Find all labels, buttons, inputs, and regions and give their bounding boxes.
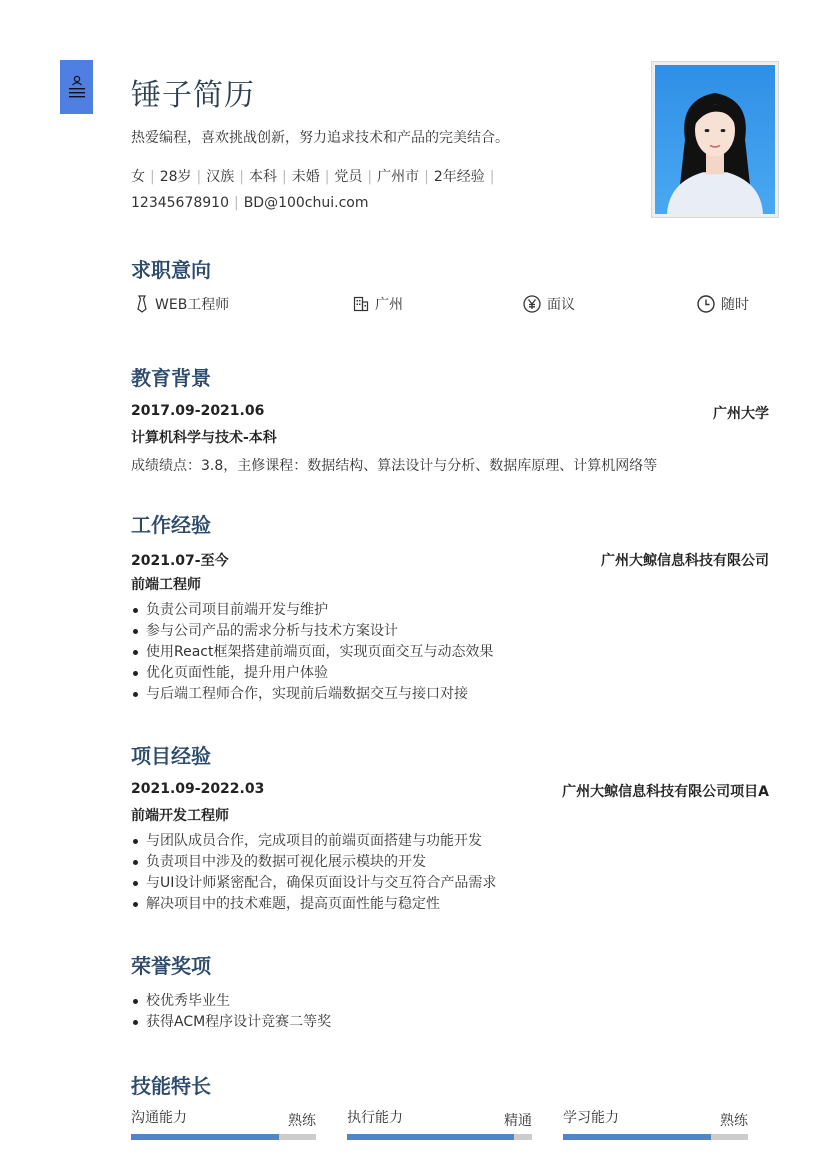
intent-availability xyxy=(697,291,749,317)
building-icon xyxy=(353,296,369,312)
yen-icon xyxy=(523,295,541,313)
skill-bar-fill xyxy=(347,1134,514,1140)
work-role: 前端工程师 xyxy=(131,577,201,593)
separator: | xyxy=(367,169,373,185)
separator: | xyxy=(233,195,239,211)
honors-title: 荣誉奖项 xyxy=(131,954,211,978)
intent-position xyxy=(135,291,229,317)
list-item: 解决项目中的技术难题，提高页面性能与稳定性 xyxy=(131,894,769,915)
education-description: 成绩绩点：3.8，主修课程：数据结构、算法设计与分析、数据库原理、计算机网络等 xyxy=(131,458,658,474)
skill-name: 学习能力 xyxy=(563,1110,619,1126)
basic-info xyxy=(131,164,601,216)
skill-level: 精通 xyxy=(504,1113,532,1129)
intent-row xyxy=(131,291,751,317)
education-section xyxy=(131,362,769,475)
work-section xyxy=(131,509,769,705)
basic-info-item: 女 xyxy=(131,169,145,185)
skill-item xyxy=(563,1107,748,1140)
basic-info-item: 12345678910 xyxy=(131,195,229,211)
skill-item xyxy=(131,1107,316,1140)
separator: | xyxy=(196,169,202,185)
work-duties xyxy=(131,600,769,705)
work-period: 2021.07-至今 xyxy=(131,553,229,569)
project-period: 2021.09-2022.03 xyxy=(131,781,265,797)
project-name: 广州大鲸信息科技有限公司项目A xyxy=(562,784,769,800)
project-title: 项目经验 xyxy=(131,744,211,768)
education-school: 广州大学 xyxy=(713,406,769,422)
tie-icon xyxy=(135,295,149,313)
basic-info-item: 党员 xyxy=(334,169,363,185)
basic-info-item: 汉族 xyxy=(206,169,235,185)
basic-info-item: BD@100chui.com xyxy=(243,195,369,211)
basic-info-item: 广州市 xyxy=(377,169,420,185)
skill-bar xyxy=(131,1134,316,1140)
project-role: 前端开发工程师 xyxy=(131,808,229,824)
skill-level: 熟练 xyxy=(720,1113,748,1129)
basic-info-item: 未婚 xyxy=(291,169,320,185)
list-item: 参与公司产品的需求分析与技术方案设计 xyxy=(131,621,769,642)
separator: | xyxy=(239,169,244,185)
list-item: 使用React框架搭建前端页面，实现页面交互与动态效果 xyxy=(131,642,769,663)
intent-salary-text: 面议 xyxy=(547,297,575,313)
list-item: 优化页面性能，提升用户体验 xyxy=(131,663,769,684)
project-section xyxy=(131,740,769,915)
skills-title: 技能特长 xyxy=(131,1074,211,1098)
education-major: 计算机科学与技术-本科 xyxy=(131,430,277,446)
project-header xyxy=(131,781,769,801)
basic-info-item: 本科 xyxy=(248,169,277,185)
user-list-icon xyxy=(68,73,86,101)
intent-availability-text: 随时 xyxy=(721,297,749,313)
skill-name: 沟通能力 xyxy=(131,1110,187,1126)
intent-salary xyxy=(523,291,575,317)
list-item: 负责公司项目前端开发与维护 xyxy=(131,600,769,621)
education-title: 教育背景 xyxy=(131,366,211,390)
work-header xyxy=(131,550,769,570)
project-duties xyxy=(131,831,769,915)
skill-item xyxy=(347,1107,532,1140)
skills-list xyxy=(131,1107,771,1147)
skill-bar xyxy=(563,1134,748,1140)
education-header xyxy=(131,403,769,423)
honors-list xyxy=(131,991,769,1033)
resume-motto: 热爱编程，喜欢挑战创新，努力追求技术和产品的完美结合。 xyxy=(131,130,509,146)
education-period: 2017.09-2021.06 xyxy=(131,403,265,419)
list-item: 获得ACM程序设计竞赛二等奖 xyxy=(131,1012,769,1033)
work-company: 广州大鲸信息科技有限公司 xyxy=(601,553,769,569)
skill-bar xyxy=(347,1134,532,1140)
list-item: 与团队成员合作，完成项目的前端页面搭建与功能开发 xyxy=(131,831,769,852)
skill-name: 执行能力 xyxy=(347,1110,403,1126)
list-item: 与后端工程师合作，实现前后端数据交互与接口对接 xyxy=(131,684,769,705)
separator: | xyxy=(150,169,155,185)
separator: | xyxy=(324,169,330,185)
resume-badge xyxy=(60,60,93,114)
profile-photo xyxy=(651,61,779,218)
clock-icon xyxy=(697,295,715,313)
work-title: 工作经验 xyxy=(131,513,211,537)
list-item: 校优秀毕业生 xyxy=(131,991,769,1012)
intent-city-text: 广州 xyxy=(375,297,403,313)
separator: | xyxy=(489,169,495,185)
basic-info-item: 2年经验 xyxy=(433,169,485,185)
list-item: 负责项目中涉及的数据可视化展示模块的开发 xyxy=(131,852,769,873)
intent-position-text: WEB工程师 xyxy=(155,297,230,313)
separator: | xyxy=(281,169,287,185)
intent-city xyxy=(353,291,403,317)
basic-info-item: 28岁 xyxy=(159,169,192,185)
resume-name: 锤子简历 xyxy=(131,78,255,113)
list-item: 与UI设计师紧密配合，确保页面设计与交互符合产品需求 xyxy=(131,873,769,894)
skills-section xyxy=(131,1070,769,1099)
separator: | xyxy=(424,169,429,185)
skill-bar-fill xyxy=(131,1134,279,1140)
skill-level: 熟练 xyxy=(288,1113,316,1129)
intent-title: 求职意向 xyxy=(131,258,211,282)
intent-section xyxy=(131,254,769,283)
honors-section xyxy=(131,950,769,1033)
skill-bar-fill xyxy=(563,1134,711,1140)
